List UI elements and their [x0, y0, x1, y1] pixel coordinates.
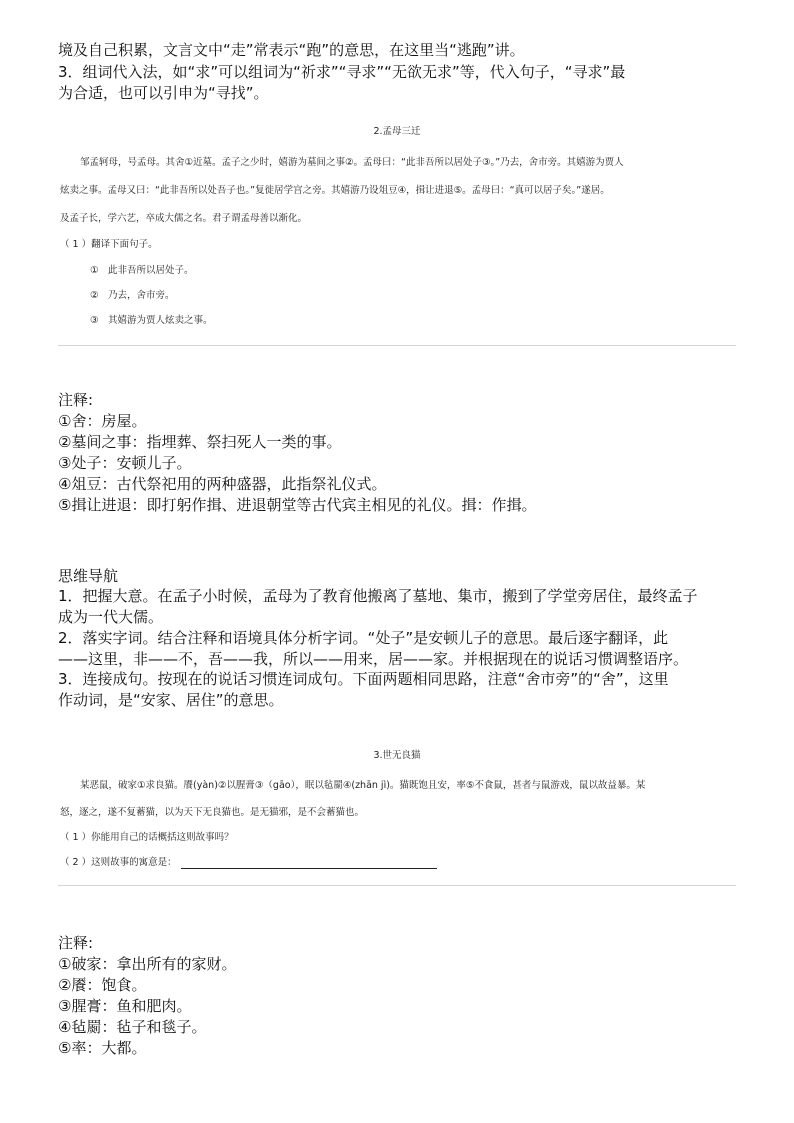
answer-blank[interactable] — [181, 858, 437, 869]
note-item: ①破家：拿出所有的家财。 — [58, 955, 237, 973]
note-item: ③处子：安顿儿子。 — [58, 454, 192, 472]
guide-line: 3．连接成句。按现在的说话习惯连词成句。下面两题相同思路，注意“舍市旁”的“舍”，这里 — [58, 670, 669, 688]
note-item: ③腥膏：鱼和肥肉。 — [58, 997, 192, 1015]
question-item: ③ 其嬉游为贾人炫卖之事。 — [90, 315, 213, 326]
question: （ 1 ）你能用自己的话概括这则故事吗？ — [60, 832, 234, 843]
guide-line: 1．把握大意。在孟子小时候，孟母为了教育他搬离了墓地、集市，搬到了学堂旁居住，最终孟子 — [58, 587, 698, 605]
note-item: ⑤揖让进退：即打躬作揖、进退朝堂等古代宾主相见的礼仪。揖：作揖。 — [58, 496, 537, 514]
notes-heading: 注释: — [58, 934, 94, 952]
divider — [58, 885, 736, 886]
divider — [58, 345, 736, 346]
passage-text: 怒，逐之，遂不复蓄猫，以为天下无良猫也。是无猫邪，是不会蓄猫也。 — [60, 807, 365, 818]
guide-line: 成为一代大儒。 — [58, 608, 164, 626]
text-line: 3．组词代入法，如“求”可以组词为“祈求”“寻求”“无欲无求”等，代入句子，“寻求”最 — [58, 63, 626, 81]
note-item: ②餍：饱食。 — [58, 976, 147, 994]
passage-title: 3.世无良猫 — [373, 750, 421, 761]
question-item: ② 乃去，舍市旁。 — [90, 290, 175, 301]
note-item: ②墓间之事：指埋葬、祭扫死人一类的事。 — [58, 433, 342, 451]
note-item: ④俎豆：古代祭祀用的两种盛器，此指祭礼仪式。 — [58, 475, 387, 493]
passage-title: 2.孟母三迁 — [373, 126, 421, 137]
passage-text: 及孟子长，学六艺，卒成大儒之名。君子谓孟母善以渐化。 — [60, 213, 308, 224]
notes-heading: 注释: — [58, 391, 94, 409]
guide-line: 作动词，是“安家、居住”的意思。 — [58, 691, 284, 709]
passage-text: 炫卖之事。孟母又曰：“此非吾所以处吾子也。”复徙居学宫之旁。其嬉游乃设俎豆④，揖让进退⑤。孟母曰：“真可以居子矣。”遂居。 — [60, 185, 610, 196]
guide-line: ——这里，非——不，吾——我，所以——用来，居——家。并根据现在的说话习惯调整语序。 — [58, 650, 689, 668]
question-text: （ 2 ）这则故事的寓意是： — [60, 857, 177, 868]
passage-text: 邹孟轲母，号孟母。其舍①近墓。孟子之少时，嬉游为墓间之事②。孟母曰：“此非吾所以居处子③。”乃去，舍市旁。其嬉游为贾人 — [80, 157, 624, 168]
question — [60, 856, 437, 869]
passage-text: 某恶鼠，破家①求良猫。餍(yàn)②以腥膏③（gāo），眠以毡罽④(zhān jì)。猫既饱且安，率⑤不食鼠，甚者与鼠游戏，鼠以故益暴。某 — [80, 780, 646, 791]
guide-line: 2．落实字词。结合注释和语境具体分析字词。“处子”是安顿儿子的意思。最后逐字翻译，此 — [58, 629, 669, 647]
note-item: ⑤率：大都。 — [58, 1039, 147, 1057]
question: （ 1 ）翻译下面句子。 — [60, 239, 158, 250]
question-item: ① 此非吾所以居处子。 — [90, 265, 194, 276]
text-line: 为合适，也可以引申为“寻找”。 — [58, 84, 269, 102]
guide-heading: 思维导航 — [58, 567, 119, 585]
text-line: 境及自己积累，文言文中“走”常表示“跑”的意思，在这里当“逃跑”讲。 — [58, 41, 525, 59]
note-item: ①舍：房屋。 — [58, 412, 147, 430]
note-item: ④毡罽：毡子和毯子。 — [58, 1018, 207, 1036]
